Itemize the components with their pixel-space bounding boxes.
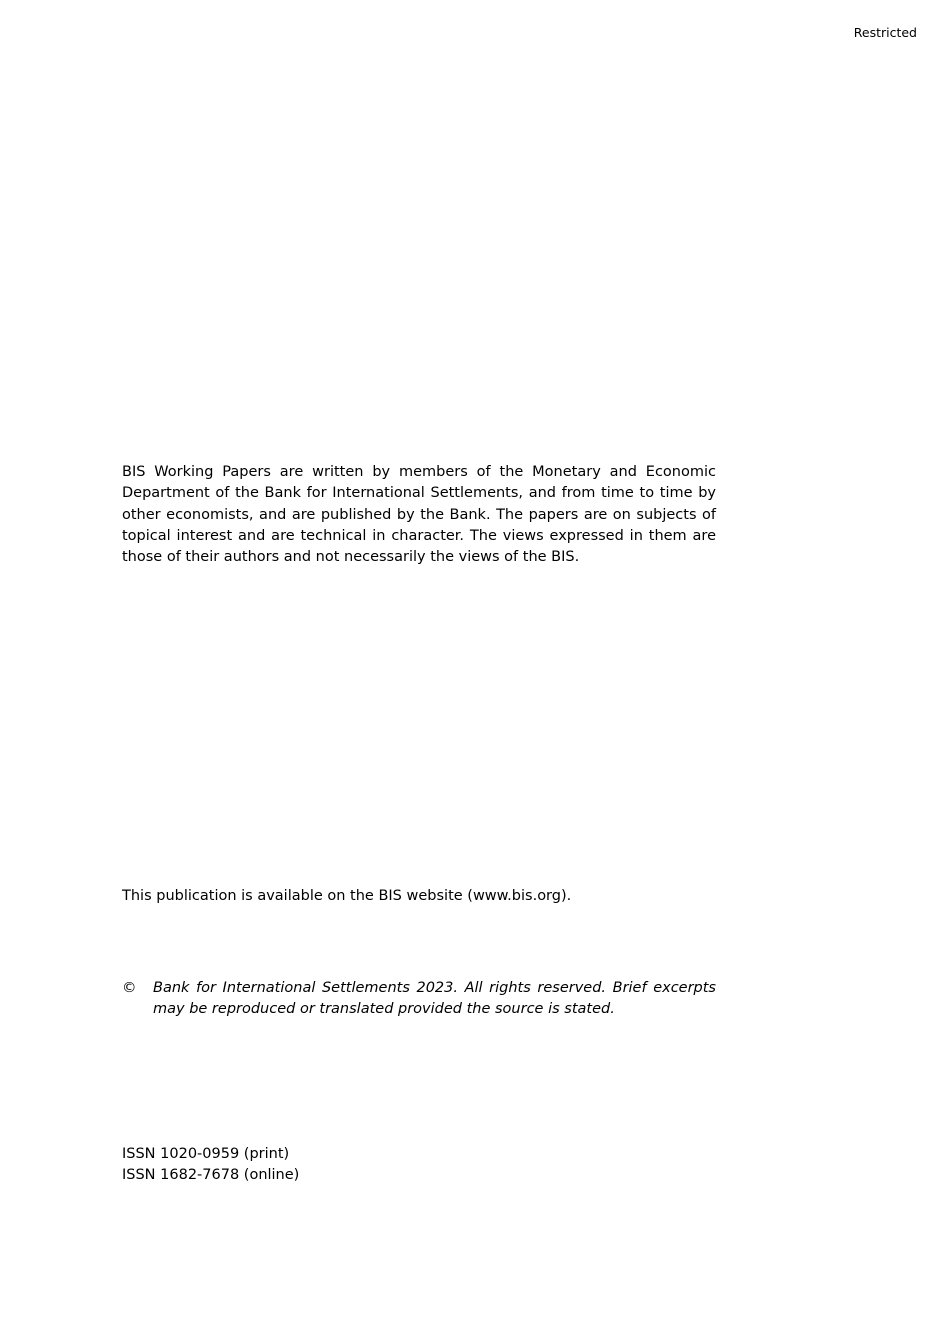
issn-block [122, 1144, 522, 1187]
copyright-text: Bank for International Settlements 2023. All rights reserved. Brief excerpts may be reproduced or translated provided the source is stated. [153, 980, 716, 1018]
availability-note: This publication is available on the BIS website (www.bis.org). [122, 888, 572, 904]
issn-online: ISSN 1682-7678 (online) [122, 1167, 300, 1184]
issn-print: ISSN 1020-0959 (print) [122, 1146, 290, 1162]
classification-label: Restricted [853, 25, 917, 40]
copyright-block [122, 978, 716, 1021]
copyright-symbol: © [122, 980, 137, 996]
disclaimer-paragraph: BIS Working Papers are written by members of the Monetary and Economic Department of the Bank for International Settlements, and from time to time by other economists, and are published by the Bank. The papers are on subjects of topical interest and are technical in character. The views expressed in them are those of their authors and not necessarily the views of the BIS. [122, 464, 716, 566]
